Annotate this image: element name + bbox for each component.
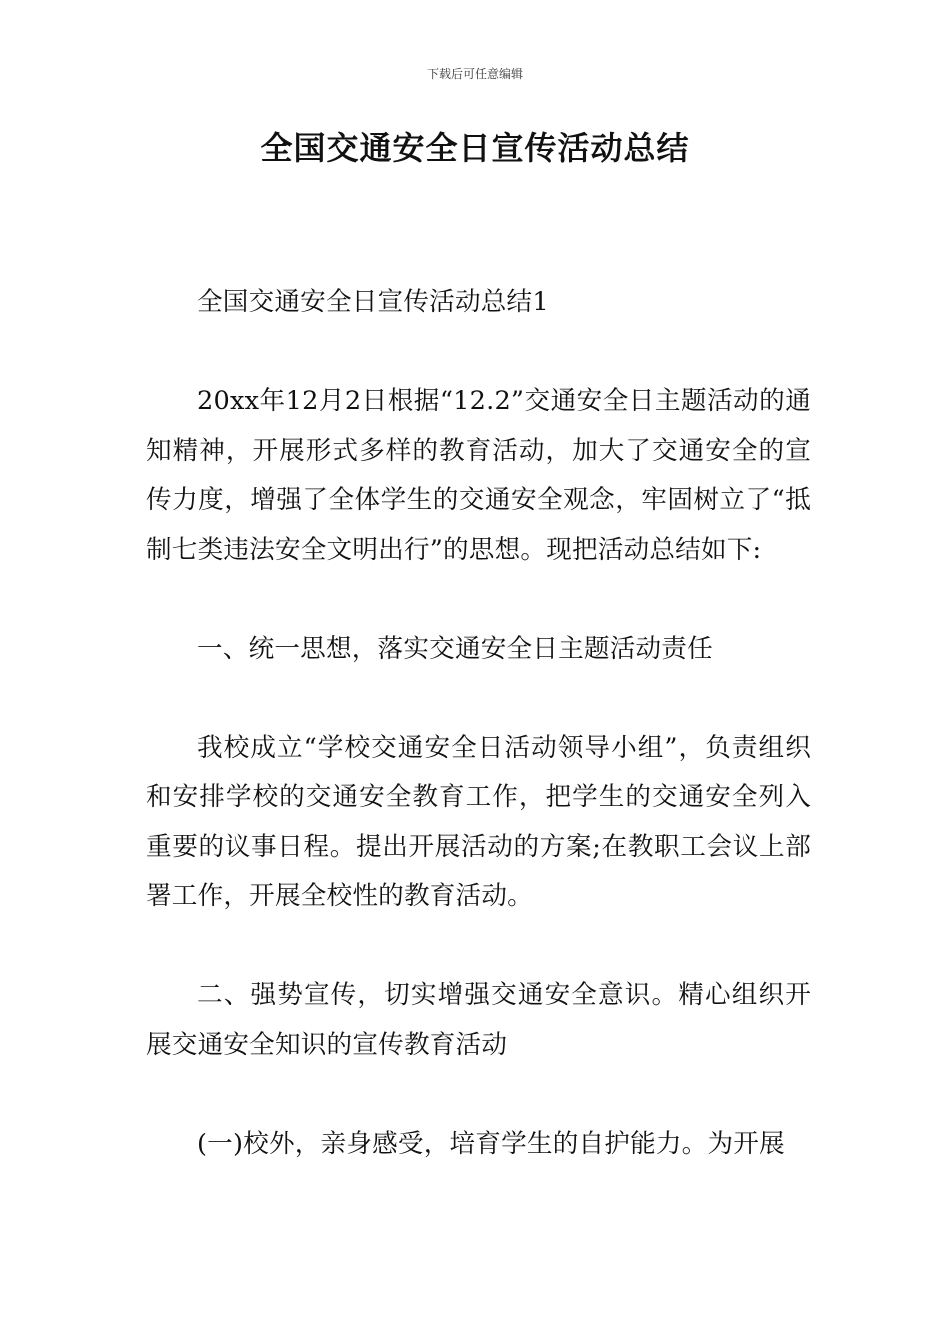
paragraph: 20xx年12月2日根据“12.2”交通安全日主题活动的通知精神，开展形式多样的教育活动，加大了交通安全的宣传力度，增强了全体学生的交通安全观念，牢固树立了“抵制七类违法安全文明出行”的思想。现把活动总结如下: <box>146 386 811 565</box>
download-note: 下载后可任意编辑 <box>426 67 523 81</box>
section-heading: 全国交通安全日宣传活动总结1 <box>197 287 549 317</box>
paragraph: (一)校外，亲身感受，培育学生的自护能力。为开展 <box>197 1128 785 1159</box>
document-title: 全国交通安全日宣传活动总结 <box>260 129 690 167</box>
paragraph: 我校成立“学校交通安全日活动领导小组”，负责组织和安排学校的交通安全教育工作，把学生的交通安全列入重要的议事日程。提出开展活动的方案;在教职工会议上部署工作，开展全校性的教育活动。 <box>146 732 811 911</box>
section-heading: 一、统一思想，落实交通安全日主题活动责任 <box>197 633 713 664</box>
document-body <box>146 278 811 1219</box>
section-heading: 二、强势宣传，切实增强交通安全意识。精心组织开展交通安全知识的宣传教育活动 <box>146 980 811 1060</box>
